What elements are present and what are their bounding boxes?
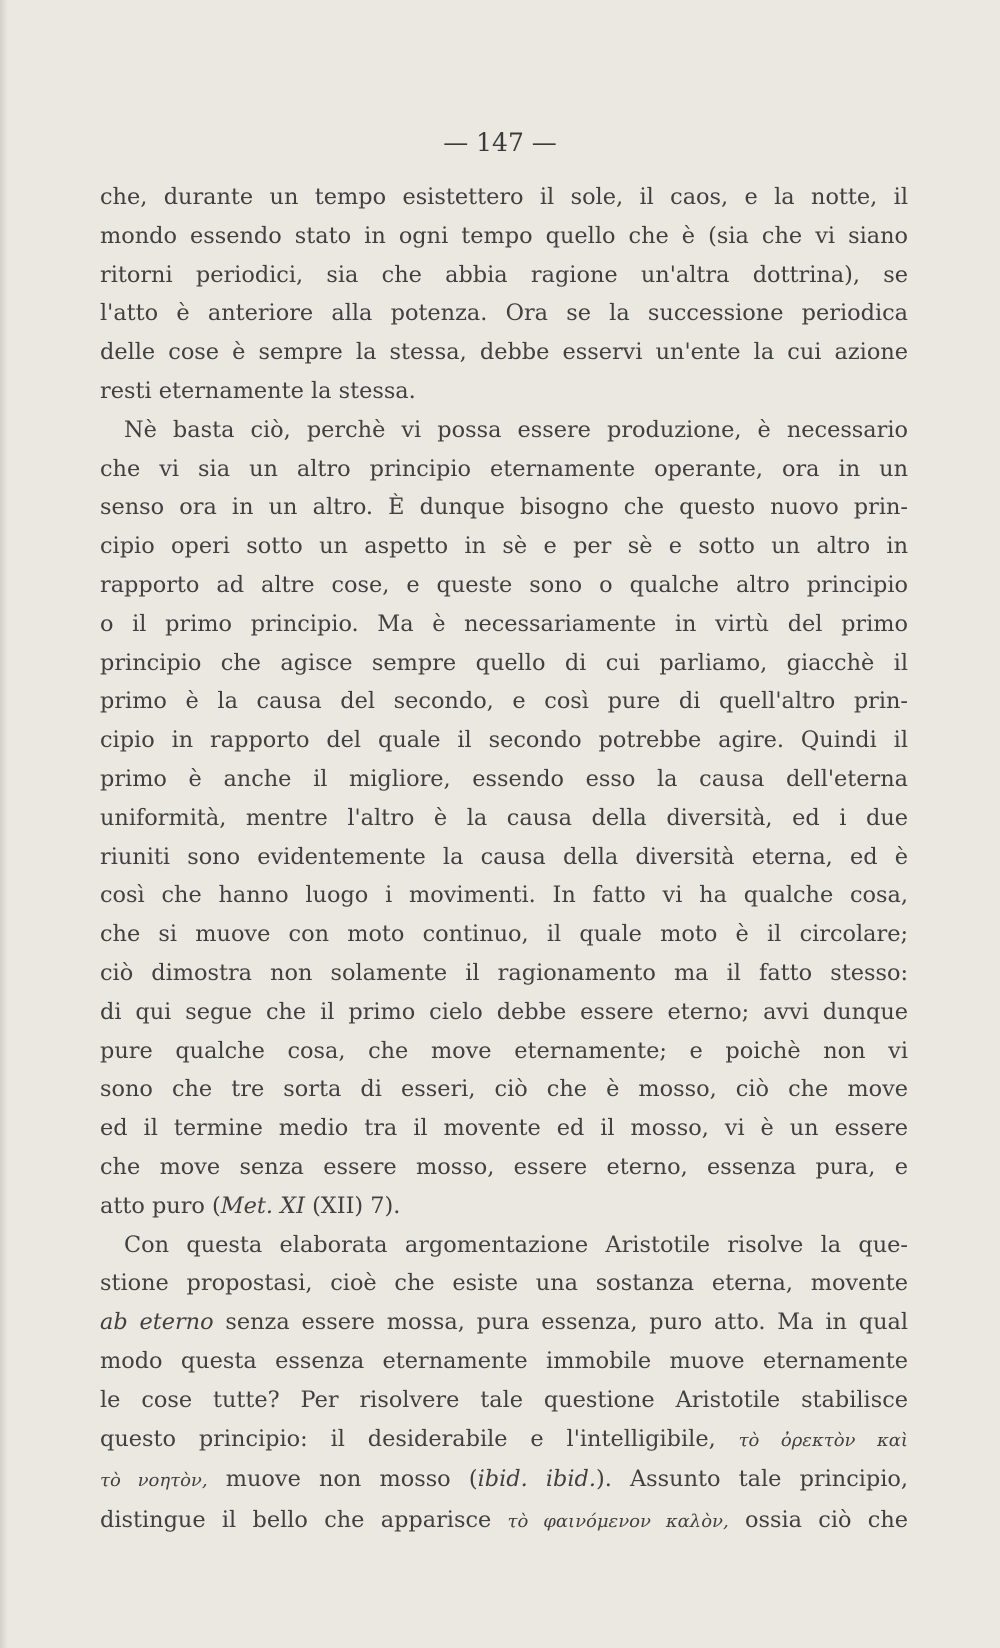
text-line-citation <box>100 1187 908 1226</box>
text-fragment: senza essere mossa, pura essenza, puro atto. Ma in qual <box>213 1309 909 1336</box>
text-line: di qui segue che il primo cielo debbe essere eterno; avvi dunque <box>100 998 908 1025</box>
greek-phrase: τὸ φαινόμενον καλὸν, <box>507 1511 729 1533</box>
text-line: pure qualche cosa, che move eternamente; e poichè non vi <box>100 1037 908 1064</box>
text-line: delle cose è sempre la stessa, debbe esservi un'ente la cui azione <box>100 339 908 366</box>
text-line: uniformità, mentre l'altro è la causa della diversità, ed i due <box>100 804 908 831</box>
text-fragment: (XII) 7). <box>304 1192 401 1219</box>
text-line: o il primo principio. Ma è necessariamente in virtù del primo <box>100 610 908 637</box>
citation-italic: XI <box>280 1192 305 1219</box>
text-fragment: questo principio: il desiderabile e l'intelligibile, <box>100 1425 716 1452</box>
paragraph-3 <box>100 1226 908 1542</box>
text-line: stione propostasi, cioè che esiste una sostanza eterna, movente <box>100 1270 908 1297</box>
text-line: primo è la causa del secondo, e così pure di quell'altro prin- <box>100 688 908 715</box>
text-fragment: muove non mosso ( <box>207 1466 478 1493</box>
text-line <box>100 1501 908 1542</box>
text-line: mondo essendo stato in ogni tempo quello che è (sia che vi siano <box>100 222 908 249</box>
text-fragment: distingue il bello che apparisce <box>100 1507 508 1534</box>
text-line: ed il termine medio tra il movente ed il mosso, vi è un essere <box>100 1115 908 1142</box>
text-line <box>100 1420 908 1461</box>
text-line: ritorni periodici, sia che abbia ragione un'altra dottrina), se <box>100 261 908 288</box>
greek-phrase: τὸ νοητὸν, <box>100 1470 208 1492</box>
text-line: senso ora in un altro. È dunque bisogno che questo nuovo prin- <box>100 494 908 521</box>
text-line: che, durante un tempo esistettero il sole, il caos, e la notte, il <box>100 184 908 210</box>
text-line: ciò dimostra non solamente il ragionamento ma il fatto stesso: <box>100 959 908 986</box>
text-line: riuniti sono evidentemente la causa della diversità eterna, ed è <box>100 843 908 870</box>
text-line: cipio operi sotto un aspetto in sè e per sè e sotto un altro in <box>100 533 908 560</box>
text-fragment: atto puro ( <box>100 1192 221 1219</box>
text-line: che si muove con moto continuo, il quale moto è il circolare; <box>100 921 908 948</box>
text-line: primo è anche il migliore, essendo esso la causa dell'eterna <box>100 765 908 792</box>
text-line: resti eternamente la stessa. <box>100 377 416 404</box>
text-line: principio che agisce sempre quello di cui parliamo, giacchè il <box>100 649 908 676</box>
citation-italic: ibid. ibid. <box>477 1466 596 1493</box>
text-line: così che hanno luogo i movimenti. In fatto vi ha qualche cosa, <box>100 882 908 909</box>
text-line: l'atto è anteriore alla potenza. Ora se la successione periodica <box>100 300 908 327</box>
greek-phrase: τὸ ὀρεκτὸν καὶ <box>738 1429 908 1451</box>
page-number: — 147 — <box>443 128 557 157</box>
latin-phrase: ab eterno <box>100 1309 214 1336</box>
paragraph-2 <box>100 411 908 1226</box>
text-line: le cose tutte? Per risolvere tale questione Aristotile stabilisce <box>100 1386 908 1413</box>
paragraph-1 <box>100 178 908 411</box>
text-line: che vi sia un altro principio eternamente operante, ora in un <box>100 455 908 482</box>
text-line <box>100 1303 908 1342</box>
text-line: rapporto ad altre cose, e queste sono o qualche altro principio <box>100 571 908 598</box>
text-fragment: ossia ciò che <box>728 1507 909 1534</box>
page-edge-shadow <box>0 0 8 1648</box>
citation-italic: Met. <box>220 1192 274 1219</box>
text-line: che move senza essere mosso, essere eterno, essenza pura, e <box>100 1153 908 1180</box>
text-line: sono che tre sorta di esseri, ciò che è mosso, ciò che move <box>100 1076 908 1103</box>
text-line <box>100 1460 908 1501</box>
text-line: cipio in rapporto del quale il secondo potrebbe agire. Quindi il <box>100 727 908 754</box>
body-text <box>100 178 908 1542</box>
text-line: modo questa essenza eternamente immobile muove eternamente <box>100 1347 908 1374</box>
text-line: Nè basta ciò, perchè vi possa essere produzione, è necessario <box>124 416 908 443</box>
text-line: Con questa elaborata argomentazione Aristotile risolve la que- <box>124 1231 908 1258</box>
text-fragment: ). Assunto tale principio, <box>595 1466 908 1493</box>
